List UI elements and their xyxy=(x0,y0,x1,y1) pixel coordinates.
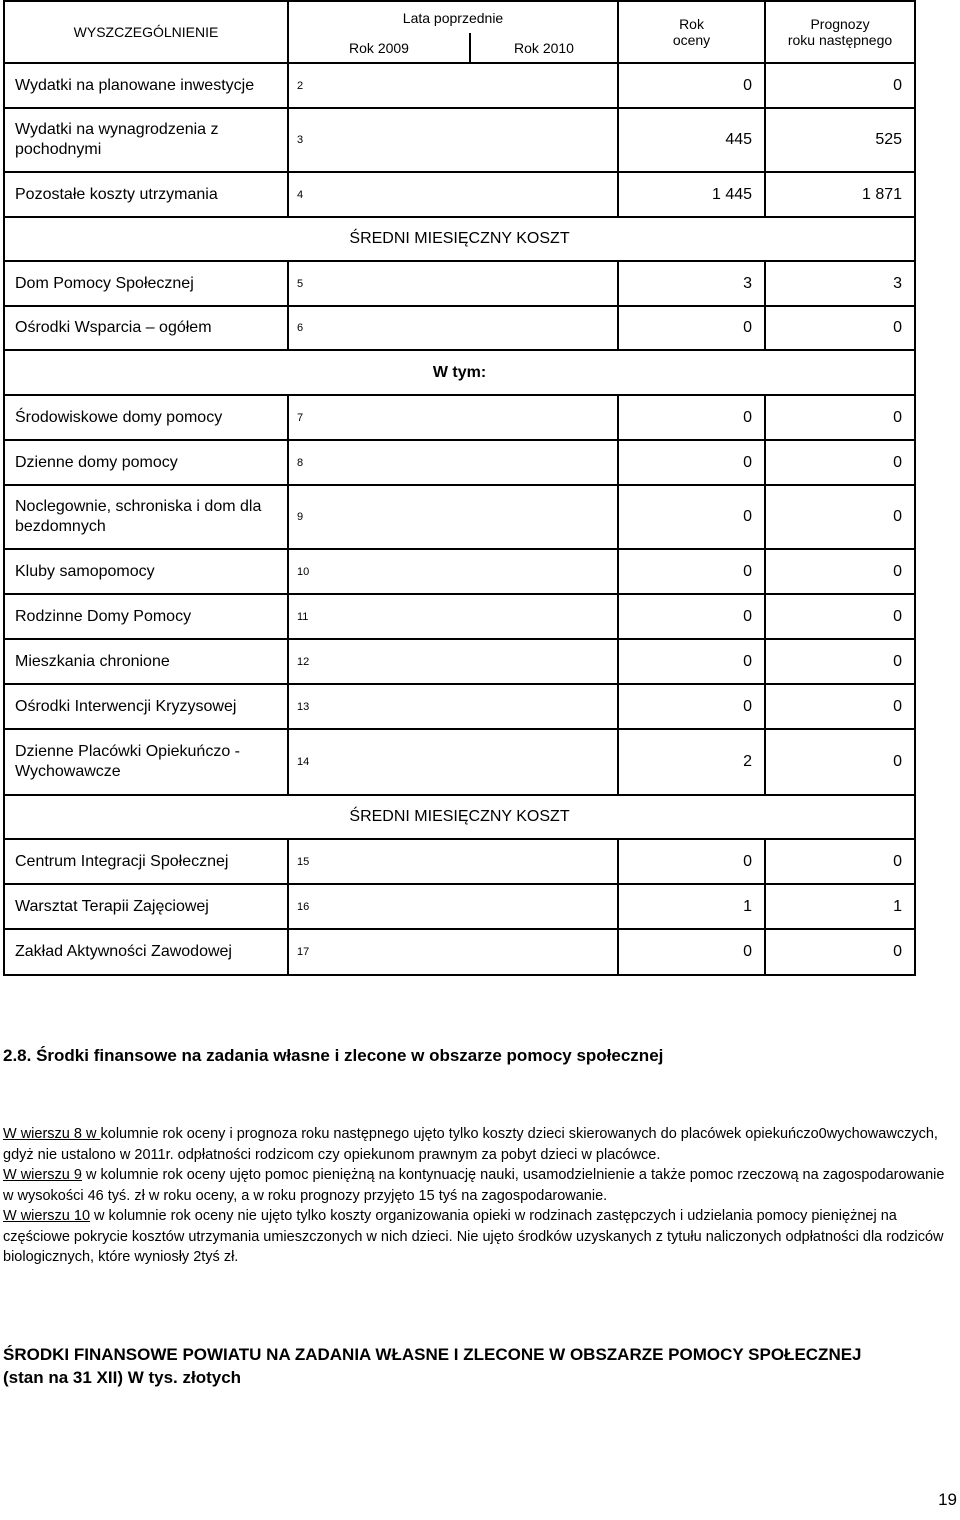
row-ocena: 0 xyxy=(618,485,765,549)
row-ocena: 0 xyxy=(618,639,765,684)
row-ocena: 0 xyxy=(618,63,765,108)
funds-title-line2: (stan na 31 XII) W tys. złotych xyxy=(3,1368,242,1387)
section-w-tym: W tym: xyxy=(4,350,915,395)
row-ocena: 2 xyxy=(618,729,765,795)
row-prognoza: 0 xyxy=(765,549,915,594)
row-ocena: 1 xyxy=(618,884,765,929)
row-label: Ośrodki Interwencji Kryzysowej xyxy=(4,684,288,729)
row-number: 8 xyxy=(288,440,618,485)
row-prognoza: 0 xyxy=(765,684,915,729)
row-label: Warsztat Terapii Zajęciowej xyxy=(4,884,288,929)
note-text: w kolumnie rok oceny ujęto pomoc pieniężną na kontynuację nauki, usamodzielnienie a także pomoc rzeczową na zagospodarowanie w wysokości 46 tyś. zł w roku oceny, a w roku prognozy przyjęto 15 tyś na zagospodarowanie. xyxy=(3,1167,945,1204)
row-prognoza: 525 xyxy=(765,108,915,172)
table-row xyxy=(4,306,915,350)
table-row xyxy=(4,549,915,594)
funds-title-line1: ŚRODKI FINANSOWE POWIATU NA ZADANIA WŁASNE I ZLECONE W OBSZARZE POMOCY SPOŁECZNEJ xyxy=(3,1345,862,1364)
row-ocena: 0 xyxy=(618,549,765,594)
row-label: Środowiskowe domy pomocy xyxy=(4,395,288,440)
note-wiersz-10 xyxy=(3,1206,953,1268)
row-number: 7 xyxy=(288,395,618,440)
row-prognoza: 0 xyxy=(765,440,915,485)
row-prognoza: 1 xyxy=(765,884,915,929)
row-number: 2 xyxy=(288,63,618,108)
row-label: Pozostałe koszty utrzymania xyxy=(4,172,288,217)
note-wiersz-9 xyxy=(3,1165,953,1206)
row-number: 13 xyxy=(288,684,618,729)
table-row xyxy=(4,639,915,684)
row-number: 11 xyxy=(288,594,618,639)
section-sredni-koszt: ŚREDNI MIESIĘCZNY KOSZT xyxy=(4,217,915,261)
row-label: Zakład Aktywności Zawodowej xyxy=(4,929,288,975)
row-label: Ośrodki Wsparcia – ogółem xyxy=(4,306,288,350)
header-rok-oceny-line2: oceny xyxy=(672,32,711,48)
expense-table xyxy=(3,0,916,976)
row-prognoza: 0 xyxy=(765,395,915,440)
row-number: 5 xyxy=(288,261,618,306)
page-number: 19 xyxy=(938,1490,957,1509)
funds-title xyxy=(3,1343,960,1389)
row-ocena: 445 xyxy=(618,108,765,172)
section-row xyxy=(4,217,915,261)
header-prev-years: Lata poprzednie xyxy=(288,1,618,33)
row-number: 6 xyxy=(288,306,618,350)
row-label: Dom Pomocy Społecznej xyxy=(4,261,288,306)
row-number: 14 xyxy=(288,729,618,795)
header-wyszczegolnienie: WYSZCZEGÓLNIENIE xyxy=(4,1,288,63)
row-number: 12 xyxy=(288,639,618,684)
row-prognoza: 0 xyxy=(765,306,915,350)
row-ocena: 0 xyxy=(618,440,765,485)
row-label: Kluby samopomocy xyxy=(4,549,288,594)
table-row xyxy=(4,884,915,929)
table-row xyxy=(4,261,915,306)
table-row xyxy=(4,63,915,108)
row-ocena: 0 xyxy=(618,306,765,350)
row-label: Centrum Integracji Społecznej xyxy=(4,839,288,884)
table-row xyxy=(4,839,915,884)
row-number: 17 xyxy=(288,929,618,975)
note-ref: W wierszu 10 xyxy=(3,1208,91,1224)
section-sredni-koszt-2: ŚREDNI MIESIĘCZNY KOSZT xyxy=(4,795,915,839)
row-prognoza: 0 xyxy=(765,639,915,684)
note-ref: W wierszu 9 xyxy=(3,1167,82,1183)
table-row xyxy=(4,684,915,729)
table-row xyxy=(4,108,915,172)
note-text: kolumnie rok oceny i prognoza roku następnego ujęto tylko koszty dzieci skierowanych do placówek opiekuńczo0wychowawczych, gdyż nie ustalono w 2011r. odpłatności rodzicom czy opiekunom prawnym za pobyt dzieci w placówce. xyxy=(3,1126,938,1163)
row-prognoza: 0 xyxy=(765,929,915,975)
row-label: Rodzinne Domy Pomocy xyxy=(4,594,288,639)
header-rok-2010: Rok 2010 xyxy=(470,33,618,63)
table-row xyxy=(4,485,915,549)
header-row-top xyxy=(4,1,915,33)
header-prognozy xyxy=(765,1,915,63)
row-prognoza: 0 xyxy=(765,485,915,549)
header-rok-oceny-line1: Rok xyxy=(679,16,704,32)
row-prognoza: 0 xyxy=(765,63,915,108)
row-number: 10 xyxy=(288,549,618,594)
row-ocena: 1 445 xyxy=(618,172,765,217)
row-ocena: 0 xyxy=(618,594,765,639)
section-row xyxy=(4,795,915,839)
section-row xyxy=(4,350,915,395)
row-number: 15 xyxy=(288,839,618,884)
table-row xyxy=(4,929,915,975)
row-prognoza: 0 xyxy=(765,594,915,639)
row-label: Dzienne Placówki Opiekuńczo -Wychowawcze xyxy=(4,729,288,795)
notes-block xyxy=(3,1124,953,1268)
row-ocena: 0 xyxy=(618,929,765,975)
row-ocena: 0 xyxy=(618,684,765,729)
header-rok-2009: Rok 2009 xyxy=(288,33,470,63)
row-label: Dzienne domy pomocy xyxy=(4,440,288,485)
row-ocena: 0 xyxy=(618,839,765,884)
row-number: 3 xyxy=(288,108,618,172)
row-number: 9 xyxy=(288,485,618,549)
table-row xyxy=(4,172,915,217)
table-row xyxy=(4,594,915,639)
note-text: w kolumnie rok oceny nie ujęto tylko koszty organizowania opieki w rodzinach zastępczych i udzielania pomocy pieniężnej na częściowe pokrycie kosztów utrzymania umieszczonych w nich dzieci. Nie ujęto środków uzyskanych z tytułu naliczonych odpłatności dla rodziców biologicznych, które wyniosły 2tyś zł. xyxy=(3,1208,944,1265)
header-rok-oceny xyxy=(618,1,765,63)
row-prognoza: 3 xyxy=(765,261,915,306)
row-label: Wydatki na planowane inwestycje xyxy=(4,63,288,108)
table-row xyxy=(4,729,915,795)
row-label: Mieszkania chronione xyxy=(4,639,288,684)
row-label: Noclegownie, schroniska i dom dla bezdomnych xyxy=(4,485,288,549)
note-wiersz-8 xyxy=(3,1124,953,1165)
row-ocena: 3 xyxy=(618,261,765,306)
row-number: 4 xyxy=(288,172,618,217)
note-ref: W wierszu 8 w xyxy=(3,1126,101,1142)
row-label: Wydatki na wynagrodzenia z pochodnymi xyxy=(4,108,288,172)
section-heading-2-8: 2.8. Środki finansowe na zadania własne i zlecone w obszarze pomocy społecznej xyxy=(3,1046,664,1065)
header-prognozy-line1: Prognozy xyxy=(810,16,870,32)
row-prognoza: 1 871 xyxy=(765,172,915,217)
row-prognoza: 0 xyxy=(765,839,915,884)
row-ocena: 0 xyxy=(618,395,765,440)
table-row xyxy=(4,440,915,485)
row-number: 16 xyxy=(288,884,618,929)
table-row xyxy=(4,395,915,440)
header-prognozy-line2: roku następnego xyxy=(787,32,893,48)
row-prognoza: 0 xyxy=(765,729,915,795)
